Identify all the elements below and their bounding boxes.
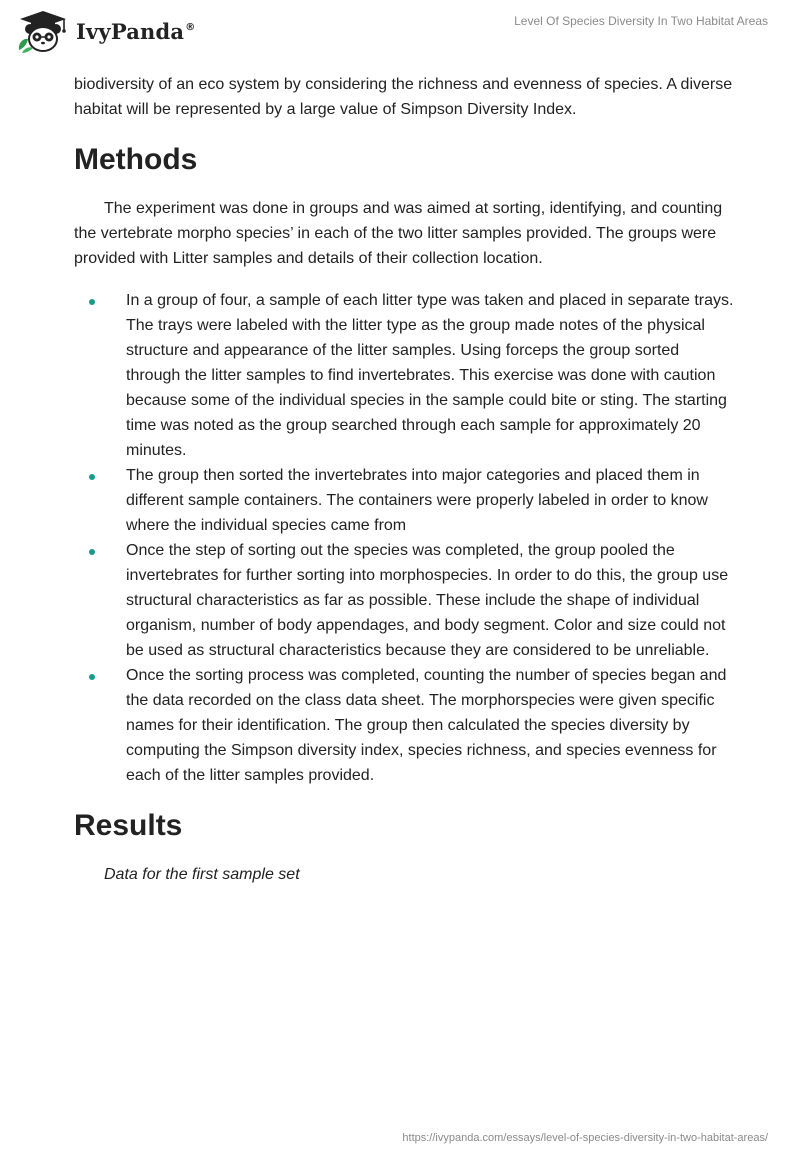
intro-paragraph: biodiversity of an eco system by considering the richness and evenness of species. A diverse habitat will be represented by a large value of Simpson Diversity Index. <box>74 76 733 118</box>
table-caption: Data for the first sample set <box>104 866 300 883</box>
bullet-dot-icon <box>89 299 95 305</box>
bullet-dot-icon <box>89 549 95 555</box>
methods-heading: Methods <box>74 143 198 176</box>
methods-paragraph: The experiment was done in groups and was aimed at sorting, identifying, and counting the vertebrate morpho species’ in each of the two litter samples provided. The groups were provided with Litter samples and details of their collection location. <box>74 200 723 267</box>
essay-content <box>74 72 734 887</box>
list-item-text: In a group of four, a sample of each litter type was taken and placed in separate trays. The trays were labeled with the litter type as the group made notes of the physical structure and appearance of the litter samples. Using forceps the group sorted through the litter samples to find invertebrates. This exercise was done with caution because some of the individual species in the sample could bite or sting. The starting time was noted as the group searched through each sample for approximately 20 minutes. <box>126 292 734 459</box>
brand-name: IvyPanda® <box>76 18 196 44</box>
ivypanda-logo-link[interactable] <box>14 10 195 54</box>
page-title: Level Of Species Diversity In Two Habitat Areas <box>514 14 768 28</box>
registered-mark: ® <box>185 21 196 33</box>
bullet-dot-icon <box>89 674 95 680</box>
bullet-dot-icon <box>89 474 95 480</box>
list-item <box>74 538 734 663</box>
list-item <box>74 288 734 463</box>
list-item <box>74 663 734 788</box>
list-item <box>74 463 734 538</box>
list-item-text: Once the step of sorting out the species was completed, the group pooled the invertebrates for further sorting into morphospecies. In order to do this, the group use structural characteristics as far as possible. These include the shape of individual organism, number of body appendages, and body segment. Color and size could not be used as structural characteristics because they are considered to be unreliable. <box>126 542 729 659</box>
list-item-text: Once the sorting process was completed, counting the number of species began and the data recorded on the class data sheet. The morphorspecies were given specific names for their identification. The group then calculated the species diversity by computing the Simpson diversity index, species richness, and species evenness for each of the litter samples provided. <box>126 667 727 784</box>
list-item-text: The group then sorted the invertebrates into major categories and placed them in different sample containers. The containers were properly labeled in order to know where the individual species came from <box>126 467 708 534</box>
panda-graduate-logo-icon <box>14 10 72 54</box>
source-url-link[interactable]: https://ivypanda.com/essays/level-of-species-diversity-in-two-habitat-areas/ <box>402 1132 768 1144</box>
page-header <box>0 0 800 64</box>
methods-bullet-list <box>74 288 734 788</box>
results-heading: Results <box>74 809 183 842</box>
